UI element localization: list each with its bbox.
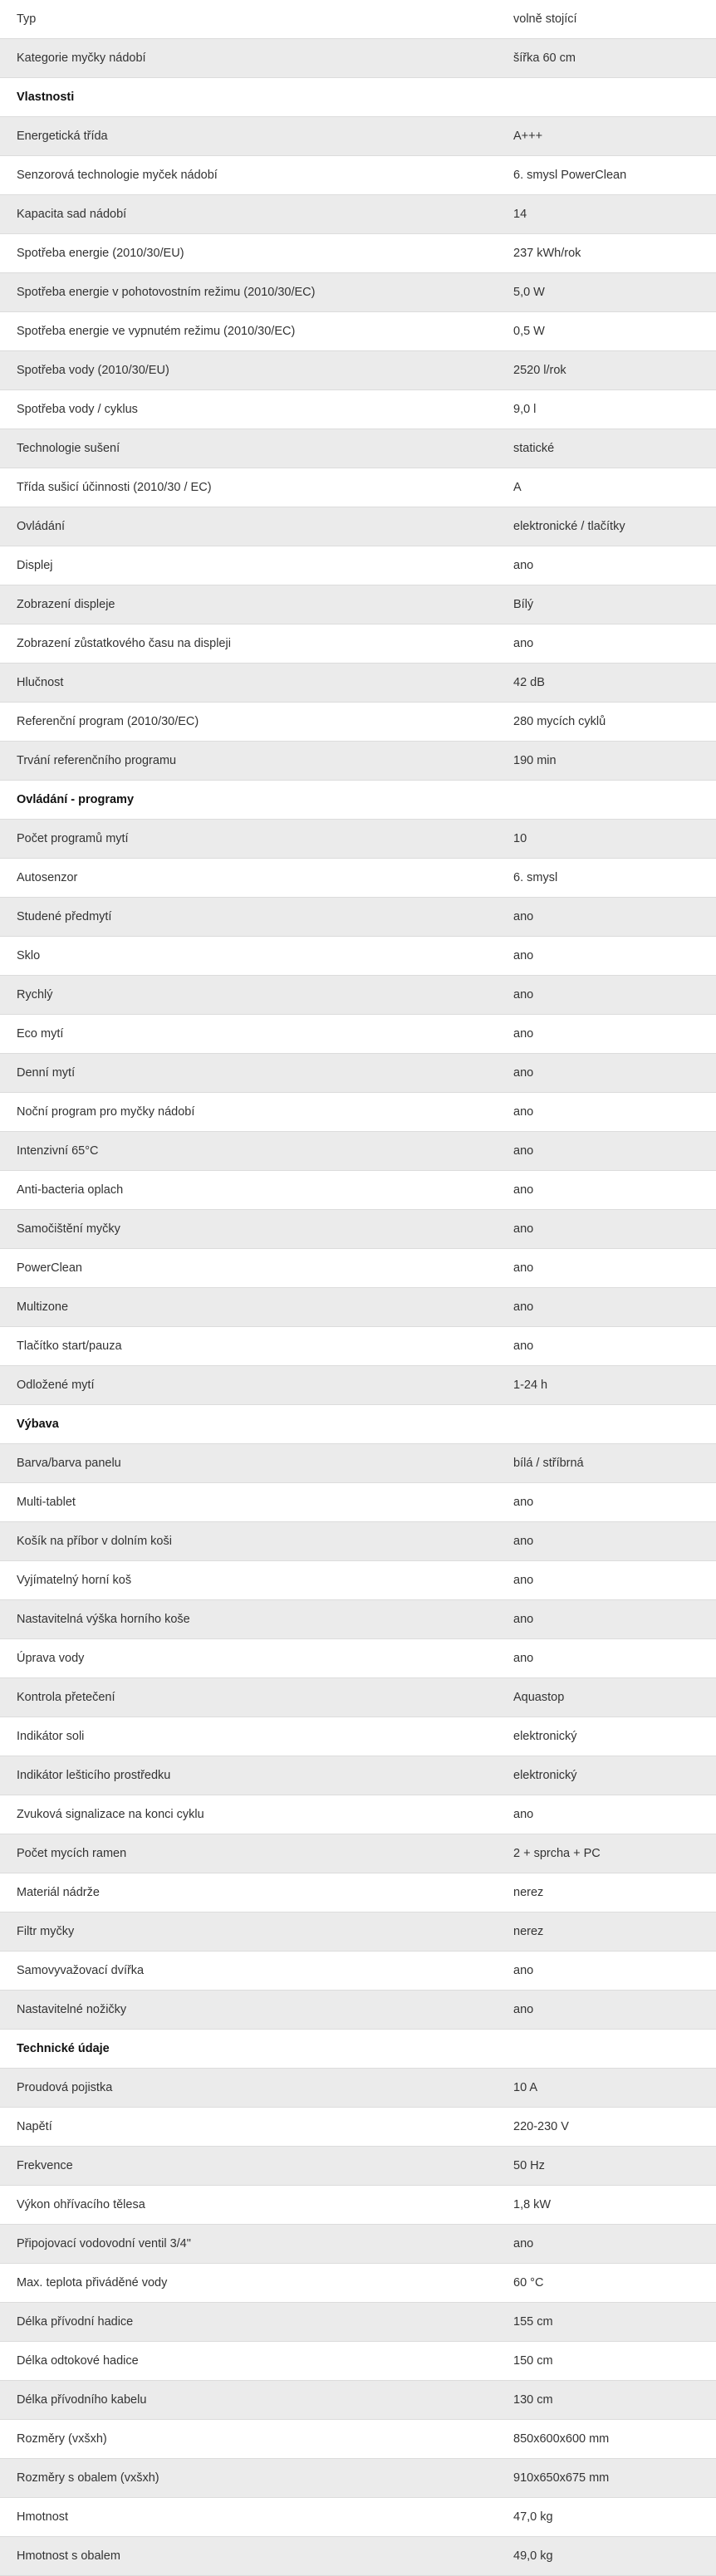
spec-row: [0, 624, 716, 664]
spec-value: 1-24 h: [498, 1366, 716, 1405]
spec-label: Energetická třída: [0, 117, 498, 156]
spec-row: [0, 2303, 716, 2342]
spec-label: Kontrola přetečení: [0, 1678, 498, 1717]
spec-row: [0, 1249, 716, 1288]
spec-row: [0, 937, 716, 976]
spec-value: 220-230 V: [498, 2108, 716, 2147]
spec-value: 10 A: [498, 2069, 716, 2108]
spec-label: Eco mytí: [0, 1015, 498, 1054]
spec-row: [0, 2108, 716, 2147]
spec-value: 155 cm: [498, 2303, 716, 2342]
spec-label: Referenční program (2010/30/EC): [0, 703, 498, 742]
spec-label: Samočištění myčky: [0, 1210, 498, 1249]
spec-value: Aquastop: [498, 1678, 716, 1717]
spec-row: [0, 1600, 716, 1639]
spec-value: ano: [498, 1054, 716, 1093]
spec-value: A: [498, 468, 716, 507]
spec-label: Intenzivní 65°C: [0, 1132, 498, 1171]
spec-row: [0, 1210, 716, 1249]
spec-value: 237 kWh/rok: [498, 234, 716, 273]
spec-value: nerez: [498, 1912, 716, 1952]
spec-label: Noční program pro myčky nádobí: [0, 1093, 498, 1132]
spec-value: ano: [498, 1991, 716, 2030]
spec-label: Vyjímatelný horní koš: [0, 1561, 498, 1600]
spec-value: ano: [498, 1327, 716, 1366]
spec-value: elektronický: [498, 1756, 716, 1795]
spec-value: šířka 60 cm: [498, 39, 716, 78]
spec-label: Hlučnost: [0, 664, 498, 703]
spec-label: Třída sušicí účinnosti (2010/30 / EC): [0, 468, 498, 507]
spec-label: Max. teplota přiváděné vody: [0, 2264, 498, 2303]
spec-value: ano: [498, 1132, 716, 1171]
spec-value: bílá / stříbrná: [498, 1444, 716, 1483]
spec-label: Trvání referenčního programu: [0, 742, 498, 781]
spec-row: [0, 742, 716, 781]
spec-row: [0, 429, 716, 468]
spec-label: Filtr myčky: [0, 1912, 498, 1952]
spec-row: [0, 2381, 716, 2420]
spec-value: ano: [498, 1639, 716, 1678]
spec-value: ano: [498, 1483, 716, 1522]
spec-label: Technologie sušení: [0, 429, 498, 468]
spec-row: [0, 820, 716, 859]
spec-label: Hmotnost: [0, 2498, 498, 2537]
spec-label: Senzorová technologie myček nádobí: [0, 156, 498, 195]
spec-label: Anti-bacteria oplach: [0, 1171, 498, 1210]
spec-row: [0, 664, 716, 703]
spec-label: Hmotnost s obalem: [0, 2537, 498, 2576]
spec-value: nerez: [498, 1873, 716, 1912]
spec-row: [0, 2147, 716, 2186]
spec-row: [0, 507, 716, 546]
spec-value: ano: [498, 1600, 716, 1639]
spec-value: 190 min: [498, 742, 716, 781]
spec-label: Samovyvažovací dvířka: [0, 1952, 498, 1991]
spec-value: 0,5 W: [498, 312, 716, 351]
spec-row: [0, 1444, 716, 1483]
section-heading: Výbava: [0, 1405, 716, 1444]
spec-value: ano: [498, 1522, 716, 1561]
spec-label: Zvuková signalizace na konci cyklu: [0, 1795, 498, 1834]
spec-label: Kategorie myčky nádobí: [0, 39, 498, 78]
spec-label: Multi-tablet: [0, 1483, 498, 1522]
spec-value: 850x600x600 mm: [498, 2420, 716, 2459]
spec-row: [0, 195, 716, 234]
spec-label: Materiál nádrže: [0, 1873, 498, 1912]
spec-label: Spotřeba energie (2010/30/EU): [0, 234, 498, 273]
spec-value: Bílý: [498, 585, 716, 624]
spec-row: [0, 1132, 716, 1171]
spec-row: [0, 0, 716, 39]
spec-label: Proudová pojistka: [0, 2069, 498, 2108]
spec-label: Denní mytí: [0, 1054, 498, 1093]
section-heading: Vlastnosti: [0, 78, 716, 117]
spec-value: ano: [498, 546, 716, 585]
spec-value: 47,0 kg: [498, 2498, 716, 2537]
spec-value: 49,0 kg: [498, 2537, 716, 2576]
section-heading-row: [0, 2030, 716, 2069]
spec-value: ano: [498, 1093, 716, 1132]
spec-row: [0, 1327, 716, 1366]
spec-value: 910x650x675 mm: [498, 2459, 716, 2498]
spec-row: [0, 1717, 716, 1756]
section-heading: Technické údaje: [0, 2030, 716, 2069]
spec-row: [0, 703, 716, 742]
spec-label: Zobrazení displeje: [0, 585, 498, 624]
spec-row: [0, 1873, 716, 1912]
spec-label: Nastavitelné nožičky: [0, 1991, 498, 2030]
spec-value: 14: [498, 195, 716, 234]
spec-label: PowerClean: [0, 1249, 498, 1288]
spec-label: Typ: [0, 0, 498, 39]
spec-value: 10: [498, 820, 716, 859]
spec-value: ano: [498, 976, 716, 1015]
spec-row: [0, 1952, 716, 1991]
spec-row: [0, 1834, 716, 1873]
spec-label: Kapacita sad nádobí: [0, 195, 498, 234]
spec-row: [0, 1054, 716, 1093]
spec-value: ano: [498, 937, 716, 976]
spec-row: [0, 2225, 716, 2264]
spec-label: Rozměry (vxšxh): [0, 2420, 498, 2459]
spec-label: Spotřeba vody / cyklus: [0, 390, 498, 429]
spec-row: [0, 2498, 716, 2537]
spec-label: Úprava vody: [0, 1639, 498, 1678]
spec-value: ano: [498, 898, 716, 937]
spec-row: [0, 156, 716, 195]
spec-label: Nastavitelná výška horního koše: [0, 1600, 498, 1639]
spec-row: [0, 1015, 716, 1054]
spec-row: [0, 468, 716, 507]
spec-row: [0, 1756, 716, 1795]
spec-row: [0, 1288, 716, 1327]
spec-value: ano: [498, 1288, 716, 1327]
spec-value: 280 mycích cyklů: [498, 703, 716, 742]
spec-row: [0, 2537, 716, 2576]
spec-value: 2520 l/rok: [498, 351, 716, 390]
spec-label: Délka přívodní hadice: [0, 2303, 498, 2342]
section-heading-row: [0, 78, 716, 117]
spec-value: 6. smysl: [498, 859, 716, 898]
spec-row: [0, 39, 716, 78]
spec-value: volně stojící: [498, 0, 716, 39]
spec-row: [0, 2420, 716, 2459]
spec-row: [0, 976, 716, 1015]
spec-row: [0, 2342, 716, 2381]
spec-row: [0, 1678, 716, 1717]
spec-row: [0, 1522, 716, 1561]
spec-value: ano: [498, 1015, 716, 1054]
section-heading-row: [0, 781, 716, 820]
spec-value: statické: [498, 429, 716, 468]
spec-row: [0, 859, 716, 898]
spec-label: Počet mycích ramen: [0, 1834, 498, 1873]
spec-row: [0, 117, 716, 156]
spec-label: Indikátor soli: [0, 1717, 498, 1756]
spec-label: Displej: [0, 546, 498, 585]
spec-label: Připojovací vodovodní ventil 3/4": [0, 2225, 498, 2264]
spec-label: Indikátor lešticího prostředku: [0, 1756, 498, 1795]
spec-value: ano: [498, 1171, 716, 1210]
spec-label: Výkon ohřívacího tělesa: [0, 2186, 498, 2225]
spec-row: [0, 1093, 716, 1132]
spec-value: 9,0 l: [498, 390, 716, 429]
spec-label: Sklo: [0, 937, 498, 976]
spec-value: ano: [498, 2225, 716, 2264]
spec-value: 2 + sprcha + PC: [498, 1834, 716, 1873]
spec-value: 50 Hz: [498, 2147, 716, 2186]
spec-row: [0, 1639, 716, 1678]
spec-row: [0, 234, 716, 273]
spec-value: A+++: [498, 117, 716, 156]
spec-label: Rozměry s obalem (vxšxh): [0, 2459, 498, 2498]
spec-row: [0, 585, 716, 624]
spec-value: 1,8 kW: [498, 2186, 716, 2225]
spec-label: Rychlý: [0, 976, 498, 1015]
spec-label: Spotřeba vody (2010/30/EU): [0, 351, 498, 390]
spec-label: Košík na příbor v dolním koši: [0, 1522, 498, 1561]
spec-value: 42 dB: [498, 664, 716, 703]
spec-row: [0, 1912, 716, 1952]
spec-row: [0, 1171, 716, 1210]
spec-label: Délka odtokové hadice: [0, 2342, 498, 2381]
section-heading-row: [0, 1405, 716, 1444]
spec-row: [0, 2186, 716, 2225]
spec-row: [0, 1366, 716, 1405]
spec-value: ano: [498, 1249, 716, 1288]
spec-value: 5,0 W: [498, 273, 716, 312]
spec-row: [0, 351, 716, 390]
spec-value: 130 cm: [498, 2381, 716, 2420]
spec-row: [0, 2264, 716, 2303]
spec-label: Délka přívodního kabelu: [0, 2381, 498, 2420]
spec-value: 6. smysl PowerClean: [498, 156, 716, 195]
spec-row: [0, 1991, 716, 2030]
spec-value: ano: [498, 1952, 716, 1991]
spec-row: [0, 1795, 716, 1834]
spec-label: Tlačítko start/pauza: [0, 1327, 498, 1366]
spec-value: 150 cm: [498, 2342, 716, 2381]
spec-row: [0, 546, 716, 585]
spec-label: Barva/barva panelu: [0, 1444, 498, 1483]
spec-label: Autosenzor: [0, 859, 498, 898]
spec-row: [0, 1561, 716, 1600]
spec-label: Multizone: [0, 1288, 498, 1327]
spec-value: ano: [498, 1210, 716, 1249]
spec-row: [0, 898, 716, 937]
spec-row: [0, 273, 716, 312]
spec-label: Počet programů mytí: [0, 820, 498, 859]
spec-row: [0, 312, 716, 351]
spec-row: [0, 1483, 716, 1522]
spec-value: elektronické / tlačítky: [498, 507, 716, 546]
spec-label: Odložené mytí: [0, 1366, 498, 1405]
spec-value: ano: [498, 624, 716, 664]
spec-label: Ovládání: [0, 507, 498, 546]
spec-label: Spotřeba energie ve vypnutém režimu (2010/30/EC): [0, 312, 498, 351]
spec-value: ano: [498, 1795, 716, 1834]
spec-label: Frekvence: [0, 2147, 498, 2186]
spec-row: [0, 390, 716, 429]
spec-label: Studené předmytí: [0, 898, 498, 937]
spec-label: Spotřeba energie v pohotovostním režimu (2010/30/EC): [0, 273, 498, 312]
spec-row: [0, 2069, 716, 2108]
section-heading: Ovládání - programy: [0, 781, 716, 820]
spec-row: [0, 2459, 716, 2498]
spec-value: elektronický: [498, 1717, 716, 1756]
spec-value: 60 °C: [498, 2264, 716, 2303]
spec-value: ano: [498, 1561, 716, 1600]
spec-label: Napětí: [0, 2108, 498, 2147]
spec-label: Zobrazení zůstatkového času na displeji: [0, 624, 498, 664]
